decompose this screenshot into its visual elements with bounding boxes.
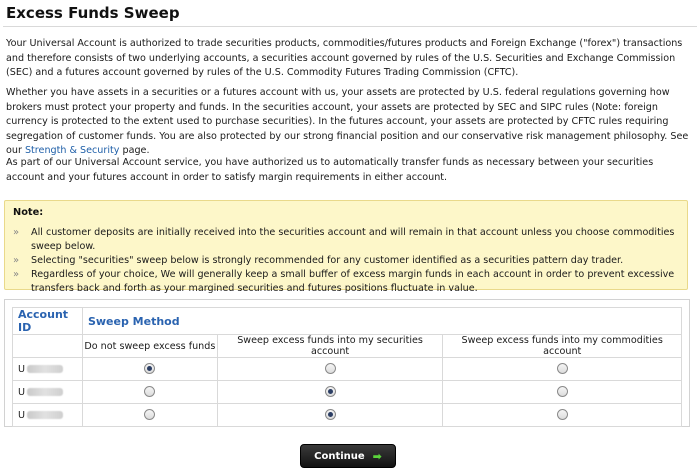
double-chevron-icon: » xyxy=(13,269,20,280)
note-item-text: Selecting "securities" sweep below is strongly recommended for any customer identified as a securities pattern day trader. xyxy=(31,255,624,266)
continue-button[interactable] xyxy=(300,444,396,468)
account-id-cell xyxy=(13,381,83,404)
account-id-prefix: U xyxy=(18,386,26,398)
account-id-cell xyxy=(13,404,83,427)
note-title: Note: xyxy=(13,207,44,218)
radio-securities-sweep[interactable] xyxy=(325,386,336,397)
radio-cell xyxy=(82,358,217,381)
account-id-prefix: U xyxy=(18,363,26,375)
redacted-account-number xyxy=(27,365,63,373)
option-header: Do not sweep excess funds xyxy=(82,335,217,358)
redacted-account-number xyxy=(27,388,63,396)
account-id-prefix: U xyxy=(18,409,26,421)
radio-cell xyxy=(217,404,443,427)
sweep-table-container xyxy=(4,299,690,427)
radio-commodities-sweep[interactable] xyxy=(557,409,568,420)
note-item xyxy=(13,254,681,268)
note-box xyxy=(4,200,688,294)
page-title: Excess Funds Sweep xyxy=(6,4,180,22)
radio-no-sweep[interactable] xyxy=(144,386,155,397)
option-header: Sweep excess funds into my commodities account xyxy=(443,335,682,358)
note-item-text: Regardless of your choice, We will generally keep a small buffer of excess margin funds in each account in order to prevent excessive transfers back and forth as your margined securities and futures positions fluctuate in value. xyxy=(31,269,675,294)
radio-no-sweep[interactable] xyxy=(144,409,155,420)
radio-commodities-sweep[interactable] xyxy=(557,386,568,397)
radio-cell xyxy=(443,358,682,381)
title-divider xyxy=(3,26,697,27)
strength-security-link[interactable]: Strength & Security xyxy=(24,145,120,157)
table-row xyxy=(13,381,682,404)
radio-cell xyxy=(82,381,217,404)
table-row xyxy=(13,404,682,427)
radio-cell xyxy=(443,381,682,404)
radio-no-sweep[interactable] xyxy=(144,363,155,374)
double-chevron-icon: » xyxy=(13,255,20,266)
radio-securities-sweep[interactable] xyxy=(325,409,336,420)
intro-paragraph-1: Your Universal Account is authorized to trade securities products, commodities/futures products and Foreign Exchange ("forex") transactions and therefore consists of two underlying accounts, a securities account governed by rules of the U.S. Securities and Exchange Commission (SEC) and a futures account governed by rules of the U.S. Commodity Futures Trading Commission (CFTC). xyxy=(6,38,683,79)
radio-cell xyxy=(217,381,443,404)
account-id-cell xyxy=(13,358,83,381)
sweep-method-header: Sweep Method xyxy=(82,308,681,335)
radio-securities-sweep[interactable] xyxy=(325,363,336,374)
radio-cell xyxy=(217,358,443,381)
radio-cell xyxy=(443,404,682,427)
blank-header-cell xyxy=(13,335,83,358)
redacted-account-number xyxy=(27,411,63,419)
radio-commodities-sweep[interactable] xyxy=(557,363,568,374)
note-list xyxy=(13,226,681,296)
note-item xyxy=(13,268,681,296)
note-item xyxy=(13,226,681,254)
intro-paragraph-2 xyxy=(6,86,694,159)
note-item-text: All customer deposits are initially received into the securities account and will remain in that account unless you choose commodities sweep below. xyxy=(31,227,675,252)
continue-label: Continue xyxy=(314,450,365,462)
double-chevron-icon: » xyxy=(13,227,20,238)
intro-2-end: page. xyxy=(119,145,150,157)
option-header: Sweep excess funds into my securities account xyxy=(217,335,443,358)
intro-paragraph-3: As part of our Universal Account service, you have authorized us to automatically transfer funds as necessary between your securities account and your futures account in order to satisfy margin requirements in either account. xyxy=(6,157,654,183)
radio-cell xyxy=(82,404,217,427)
sweep-table xyxy=(12,307,682,427)
intro-2-text: Whether you have assets in a securities or a futures account with us, your assets are protected by U.S. federal regulations governing how brokers must protect your property and funds. In the securities account, your assets are protected by SEC and SIPC rules (Note: foreign currency is protected to the extent used to purchase securities). In the futures account, your assets are protected by CFTC rules requiring segregation of customer funds. You are also protected by our strong financial position and our conservative risk management philosophy. See our xyxy=(6,87,689,157)
account-id-header: Account ID xyxy=(13,308,83,335)
arrow-right-icon: ➡ xyxy=(372,449,382,463)
table-row xyxy=(13,358,682,381)
